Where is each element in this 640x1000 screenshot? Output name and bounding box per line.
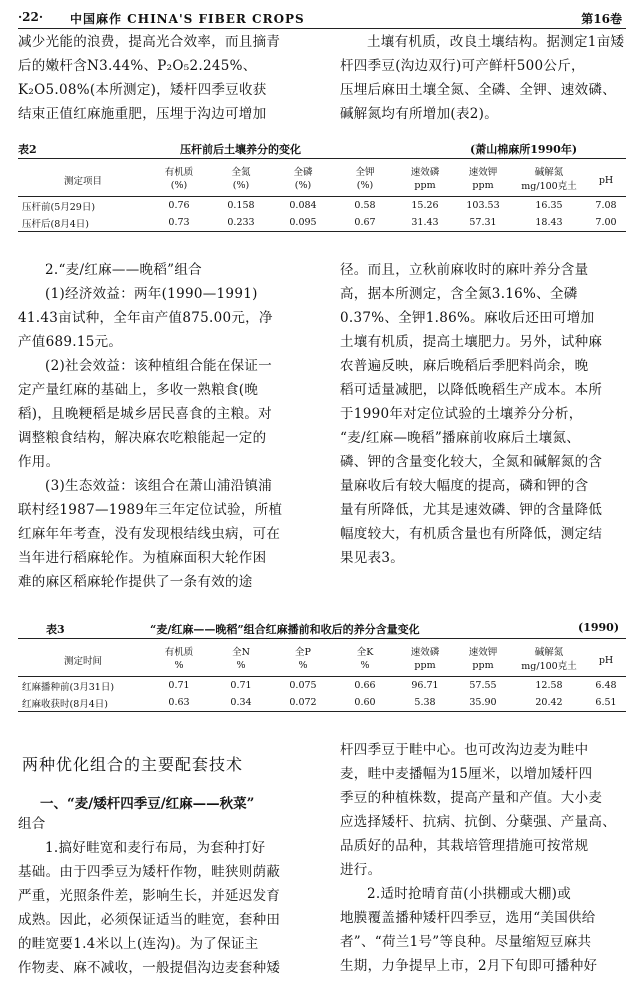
text-line: 0.37%、全钾1.86%。麻收后还田可增加 [340, 310, 595, 326]
table-row [18, 694, 626, 712]
column-unit: ppm [396, 178, 454, 197]
table-cell: 12.58 [535, 680, 563, 691]
column-header: 全钾 [334, 159, 396, 179]
text-line: 高，据本所测定，含全氮3.16%、全磷 [340, 286, 578, 302]
text-line: (1)经济效益：两年(1990—1991) [45, 286, 258, 302]
column-header: 有机质 [148, 159, 210, 179]
text-line: 地膜覆盖播种矮杆四季豆，选用“美国供给 [340, 910, 596, 926]
text-line: (2)社会效益：该种植组合能在保证一 [45, 358, 273, 374]
text-line: 红麻年年考查，没有发现根结线虫病，可在 [18, 526, 281, 542]
column-unit: mg/100克土 [512, 178, 586, 197]
table3-year: (1990) [578, 621, 620, 634]
text-line: 应选择矮杆、抗病、抗倒、分蘖强、产量高、 [340, 814, 616, 830]
column-unit: (%) [272, 178, 334, 197]
text-line: 生期，力争提早上市，2月下旬即可播种好 [340, 958, 598, 974]
column-header: 速效钾 [454, 159, 512, 179]
page-number: ·22· [18, 10, 44, 24]
column-unit: (%) [148, 178, 210, 197]
column-unit: % [334, 658, 396, 677]
page-header [18, 6, 626, 29]
table-cell: 57.55 [469, 680, 497, 691]
table3-title: “麦/红麻——晚稻”组合红麻播前和收后的养分含量变化 [150, 623, 420, 636]
text-line: 减少光能的浪费，提高光合效率，而且摘青 [18, 34, 281, 50]
column-unit: % [210, 658, 272, 677]
column-header: 速效磷 [396, 159, 454, 179]
table-cell: 0.60 [334, 694, 396, 712]
text-line: 杆四季豆于畦中心。也可改沟边麦为畦中 [340, 742, 589, 758]
table-cell: 7.00 [586, 214, 626, 232]
row-label: 红麻播种前(3月31日) [22, 681, 115, 693]
column-header: pH [586, 159, 626, 197]
table2-source: (萧山棉麻所1990年) [470, 143, 578, 156]
table-cell: 5.38 [396, 694, 454, 712]
text-line: 当年进行稻麻轮作。为植麻面积大轮作困 [18, 550, 267, 566]
section-subtitle: 一、“麦/矮杆四季豆/红麻——秋菜” [40, 796, 255, 812]
text-line: 产值689.15元。 [18, 334, 123, 350]
table-cell: 0.71 [230, 680, 252, 691]
column-unit: % [148, 658, 210, 677]
text-line: (3)生态效益：该组合在萧山浦沿镇浦 [45, 478, 273, 494]
text-line: 麦，畦中麦播幅为15厘米，以增加矮杆四 [340, 766, 593, 782]
text-line: 农普遍反映，麻后晚稻后季肥料尚余，晚 [340, 358, 589, 374]
column-unit: (%) [210, 178, 272, 197]
table-cell: 96.71 [411, 680, 439, 691]
table-row [18, 677, 626, 695]
table-cell: 0.072 [272, 694, 334, 712]
table-cell: 0.67 [334, 214, 396, 232]
mid-left-column [18, 258, 314, 594]
table3-label: 表3 [46, 623, 65, 636]
table-cell: 20.42 [512, 694, 586, 712]
text-line: 进行。 [340, 862, 382, 878]
table-cell: 31.43 [396, 214, 454, 232]
text-line: 杆四季豆(沟边双行)可产鲜杆500公斤， [340, 58, 585, 74]
table-cell: 0.095 [272, 214, 334, 232]
table-cell: 6.51 [586, 694, 626, 712]
column-header: 测定时间 [18, 639, 148, 677]
table-cell: 15.26 [411, 200, 439, 211]
text-line: 41.43亩试种，全年亩产值875.00元，净 [18, 310, 273, 326]
text-line: 品质好的品种，其栽培管理措施可按常规 [340, 838, 589, 854]
text-line: 量麻收后有较大幅度的提高，磷和钾的含 [340, 478, 589, 494]
text-line: K₂O5.08%(本所测定)，矮杆四季豆收获 [18, 82, 267, 98]
table-cell: 0.233 [210, 214, 272, 232]
row-label: 红麻收获时(8月4日) [18, 694, 148, 712]
column-header: 碱解氮 [512, 639, 586, 659]
text-line: 径。而且，立秋前麻收时的麻叶养分含量 [340, 262, 589, 278]
column-unit: ppm [454, 658, 512, 677]
bottom-left-column [18, 812, 314, 980]
column-header: 全K [334, 639, 396, 659]
text-line: “麦/红麻—晚稻”播麻前收麻后土壤氮、 [340, 430, 581, 446]
text-line: 调整粮食结构，解决麻农吃粮能起一定的 [18, 430, 267, 446]
column-header: 有机质 [148, 639, 210, 659]
table-cell: 35.90 [454, 694, 512, 712]
table-cell: 6.48 [595, 680, 617, 691]
text-line: 联村经1987—1989年三年定位试验，所植 [18, 502, 283, 518]
text-line: 定产量红麻的基础上，多收一熟粮食(晚 [18, 382, 259, 398]
top-left-column [18, 30, 314, 126]
table2-label: 表2 [18, 143, 37, 156]
text-line: 磷、钾的含量变化较大，全氮和碱解氮的含 [340, 454, 603, 470]
text-line: 于1990年对定位试验的土壤养分分析， [340, 406, 583, 422]
text-line: 者”、“荷兰1号”等良种。尽量缩短豆麻共 [340, 934, 592, 950]
table-cell: 0.084 [289, 200, 317, 211]
text-line: 幅度较大，有机质含量也有所降低，测定结 [340, 526, 603, 542]
table-cell: 16.35 [535, 200, 563, 211]
column-unit: ppm [454, 178, 512, 197]
volume-label: 第16卷 [581, 12, 622, 26]
column-header: 全氮 [210, 159, 272, 179]
text-line: 量有所降低，尤其是速效磷、钾的含量降低 [340, 502, 603, 518]
text-line: 作用。 [18, 454, 60, 470]
text-line: 稻)，且晚粳稻是城乡居民喜食的主粮。对 [18, 406, 272, 422]
column-unit: mg/100克土 [512, 658, 586, 677]
table-row [18, 214, 626, 232]
table-cell: 0.63 [148, 694, 210, 712]
section-title: 两种优化组合的主要配套技术 [22, 755, 244, 774]
text-line: 组合 [18, 816, 46, 832]
text-line: 严重，光照条件差，影响生长，并延迟发育 [18, 888, 281, 904]
column-header: 速效磷 [396, 639, 454, 659]
text-line: 基础。由于四季豆为矮杆作物，畦狭则荫蔽 [18, 864, 281, 880]
table-cell: 0.075 [289, 680, 317, 691]
text-line: 果见表3。 [340, 550, 405, 566]
text-line: 稻可适量减肥，以降低晚稻生产成本。本所 [340, 382, 603, 398]
text-line: 难的麻区稻麻轮作提供了一条有效的途 [18, 574, 253, 590]
text-line: 季豆的种植株数，提高产量和产值。大小麦 [340, 790, 603, 806]
column-unit: (%) [334, 178, 396, 197]
text-line: 土壤有机质，提高土壤肥力。另外，试种麻 [340, 334, 603, 350]
row-label: 压杆前(5月29日) [22, 201, 96, 213]
text-line: 土壤有机质，改良土壤结构。据测定1亩矮 [367, 34, 625, 50]
table3 [18, 638, 626, 712]
text-line: 成熟。因此，必须保证适当的畦宽，套种田 [18, 912, 281, 928]
column-header: 速效钾 [454, 639, 512, 659]
column-unit: ppm [396, 658, 454, 677]
table-cell: 0.34 [210, 694, 272, 712]
table-cell: 0.76 [168, 200, 190, 211]
top-right-column [340, 30, 630, 126]
text-line: 的畦宽要1.4米以上(连沟)。为了保证主 [18, 936, 259, 952]
column-header: 全N [210, 639, 272, 659]
table-cell: 7.08 [595, 200, 617, 211]
journal-title: 中国麻作 CHINA'S FIBER CROPS [70, 12, 305, 26]
table2-title: 压杆前后土壤养分的变化 [180, 143, 301, 156]
table-cell: 0.73 [148, 214, 210, 232]
table-cell: 18.43 [512, 214, 586, 232]
table-cell: 0.158 [227, 200, 255, 211]
column-header: 全P [272, 639, 334, 659]
table-row [18, 197, 626, 215]
row-label: 压杆后(8月4日) [18, 214, 148, 232]
table-cell: 0.66 [354, 680, 376, 691]
text-line: 1.搞好畦宽和麦行布局，为套种打好 [45, 840, 266, 856]
column-header: 碱解氮 [512, 159, 586, 179]
text-line: 碱解氮均有所增加(表2)。 [340, 106, 499, 122]
text-line: 结束正值红麻施重肥，压埋于沟边可增加 [18, 106, 267, 122]
column-unit: % [272, 658, 334, 677]
bottom-right-column [340, 738, 630, 978]
text-line: 2.“麦/红麻——晚稻”组合 [45, 262, 202, 278]
table-cell: 57.31 [454, 214, 512, 232]
text-line: 压埋后麻田土壤全氮、全磷、全钾、速效磷、 [340, 82, 616, 98]
text-line: 2.适时抢晴育苗(小拱棚或大棚)或 [367, 886, 572, 902]
table-cell: 0.71 [168, 680, 190, 691]
table-cell: 0.58 [354, 200, 376, 211]
column-header: 测定项目 [18, 159, 148, 197]
text-line: 作物麦、麻不减收，一般提倡沟边麦套种矮 [18, 960, 281, 976]
table-cell: 103.53 [466, 200, 500, 211]
table2 [18, 158, 626, 232]
column-header: 全磷 [272, 159, 334, 179]
text-line: 后的嫩杆含N3.44%、P₂O₅2.245%、 [18, 58, 257, 74]
mid-right-column [340, 258, 630, 570]
column-header: pH [586, 639, 626, 677]
